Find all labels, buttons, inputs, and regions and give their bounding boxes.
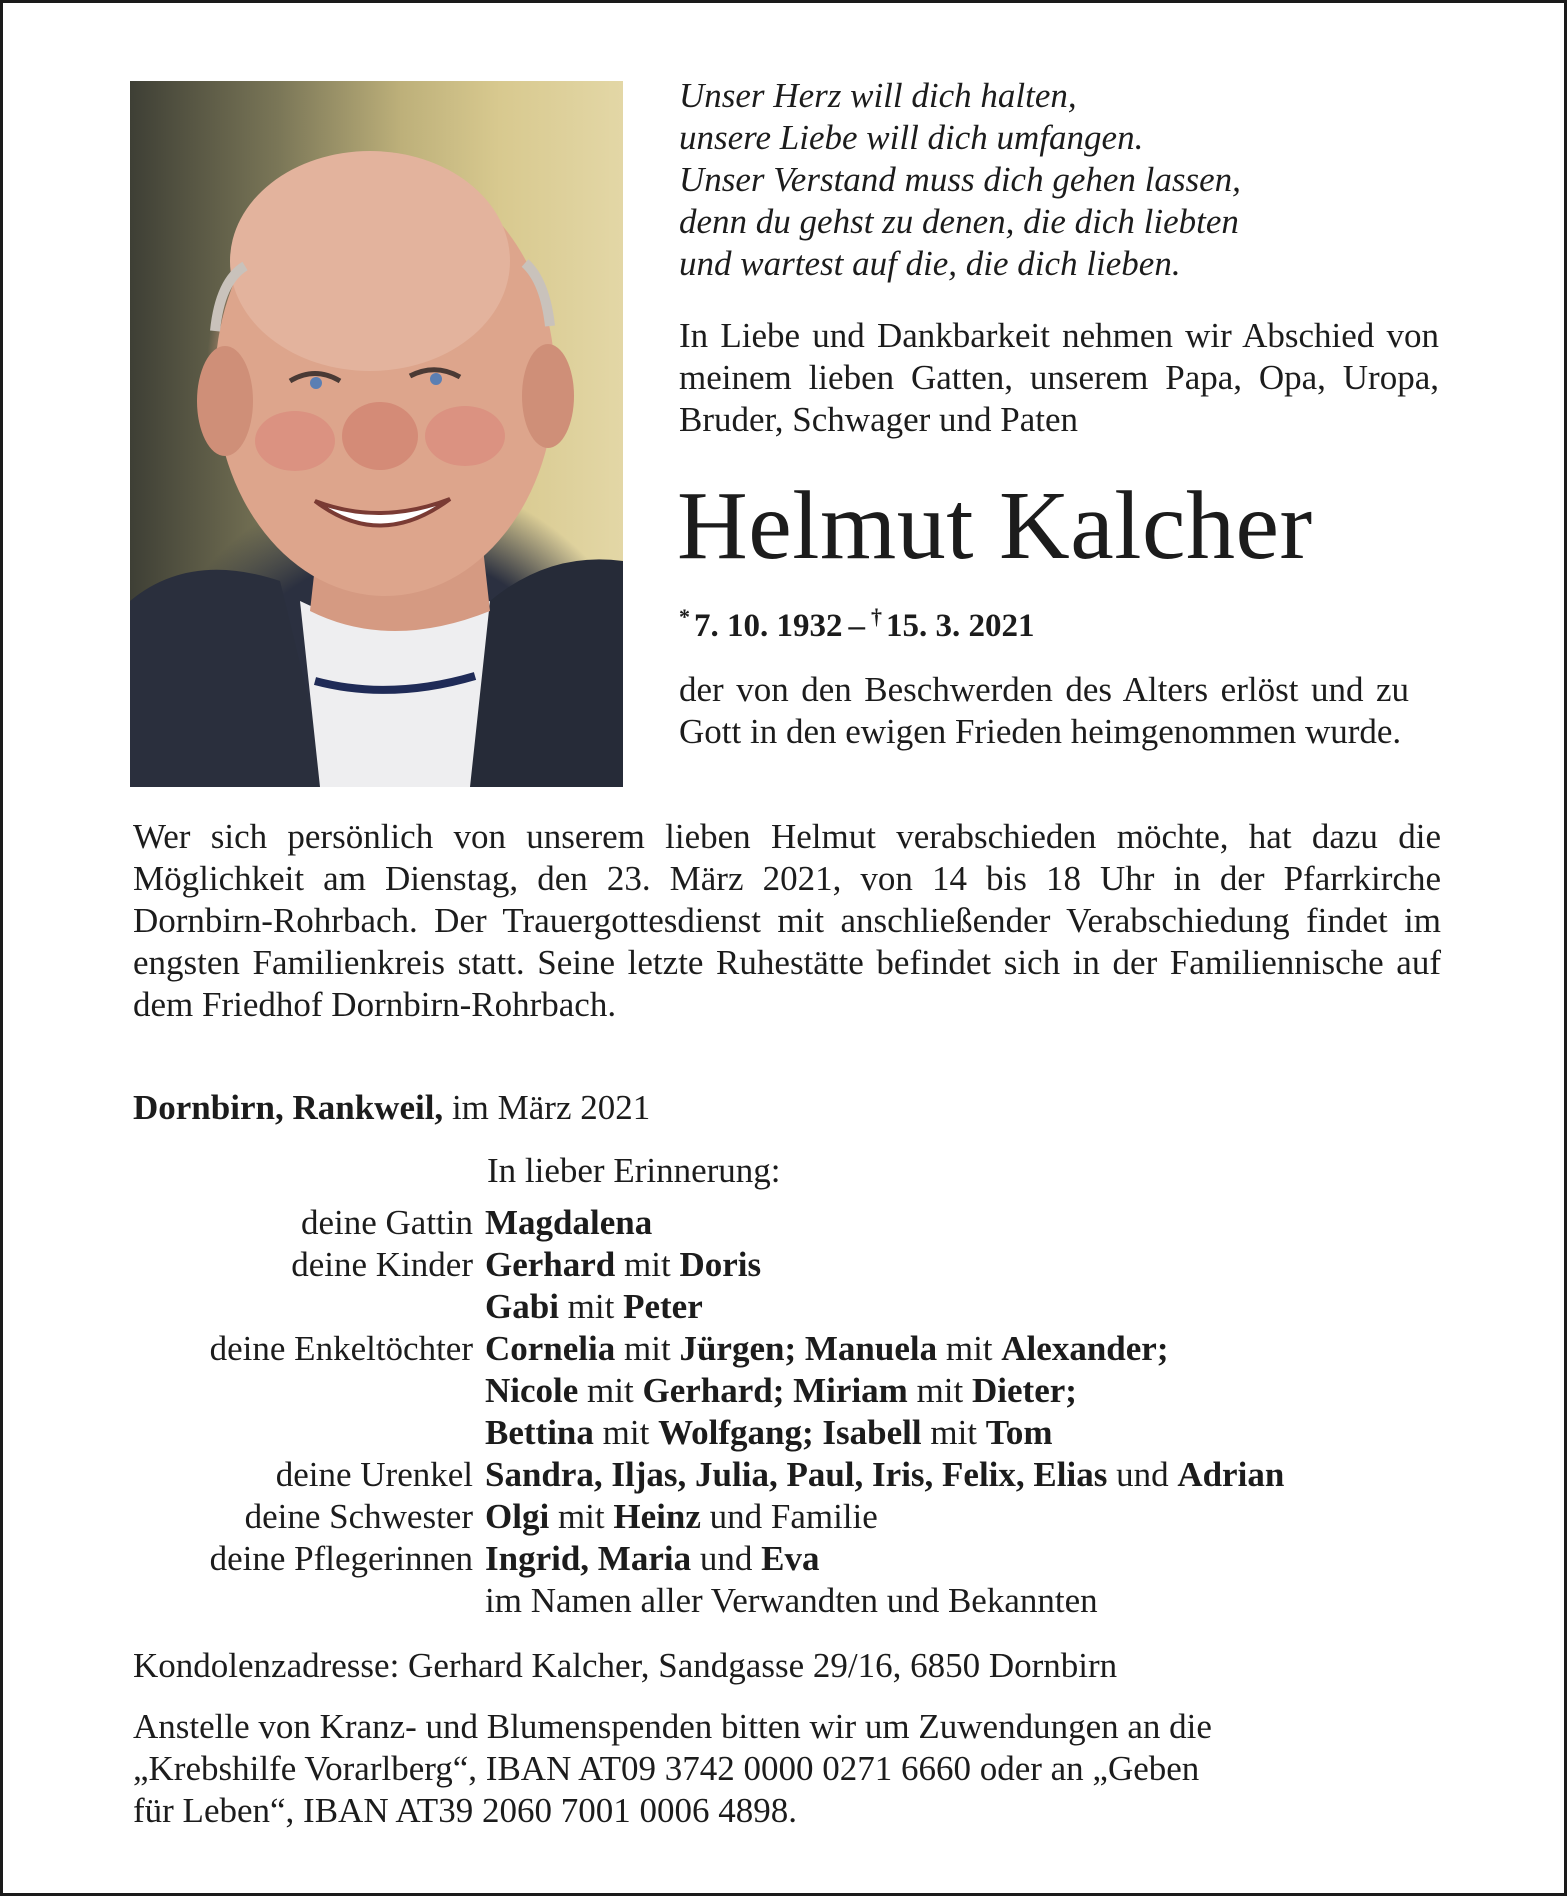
- family-member-name: Jürgen; Manuela: [679, 1329, 938, 1368]
- family-row: [133, 1244, 1473, 1286]
- family-relation: [133, 1286, 485, 1328]
- family-connector: im Namen aller Verwandten und Bekannten: [485, 1581, 1098, 1620]
- family-connector: mit: [921, 1413, 986, 1452]
- poem-line: denn du gehst zu denen, die dich liebten: [679, 202, 1239, 241]
- family-connector: mit: [593, 1413, 659, 1452]
- donation-line: „Krebshilfe Vorarlberg“, IBAN AT09 3742 0000 0271 6660 oder an „Geben: [133, 1749, 1200, 1788]
- family-list: [133, 1202, 1473, 1622]
- family-row: [133, 1370, 1473, 1412]
- family-relation: deine Gattin: [300, 1203, 473, 1242]
- family-relation: [133, 1370, 485, 1412]
- family-member-name: Magdalena: [485, 1203, 653, 1242]
- family-row: [133, 1580, 1473, 1622]
- family-member-name: Nicole: [485, 1371, 579, 1410]
- poem-line: unsere Liebe will dich umfangen.: [679, 118, 1144, 157]
- description-text: der von den Beschwerden des Alters erlöst und zu Gott in den ewigen Frieden heimgenommen wurde.: [679, 670, 1409, 751]
- family-connector: mit: [907, 1371, 973, 1410]
- intro-text: In Liebe und Dankbarkeit nehmen wir Abschied von meinem lieben Gatten, unserem Papa, Opa, Uropa, Bruder, Schwager und Paten: [679, 316, 1439, 439]
- family-names: [485, 1370, 1077, 1412]
- donation-text: [133, 1706, 1441, 1832]
- family-row: [133, 1412, 1473, 1454]
- portrait-photo: [130, 81, 623, 787]
- condolence-address: Kondolenzadresse: Gerhard Kalcher, Sandgasse 29/16, 6850 Dornbirn: [133, 1646, 1118, 1685]
- family-relation: deine Pflegerinnen: [209, 1539, 473, 1578]
- family-row: [133, 1328, 1473, 1370]
- family-connector: mit: [549, 1497, 614, 1536]
- portrait-illustration: [130, 81, 623, 787]
- family-names: [485, 1286, 703, 1328]
- family-member-name: Gabi: [485, 1287, 559, 1326]
- family-relation: deine Schwester: [244, 1497, 473, 1536]
- family-names: [485, 1496, 878, 1538]
- life-dates: * 7. 10. 1932 – † 15. 3. 2021: [679, 604, 1035, 644]
- family-member-name: Doris: [679, 1245, 762, 1284]
- family-connector: und: [691, 1539, 762, 1578]
- family-relation: deine Enkeltöchter: [209, 1329, 473, 1368]
- family-member-name: Sandra, Iljas, Julia, Paul, Iris, Felix, Elias: [485, 1455, 1108, 1494]
- family-names: [485, 1328, 1168, 1370]
- family-row: [133, 1286, 1473, 1328]
- poem: [679, 75, 1439, 285]
- family-member-name: Tom: [985, 1413, 1053, 1452]
- death-cross-icon: †: [871, 604, 882, 629]
- family-relation: deine Kinder: [291, 1245, 473, 1284]
- family-connector: mit: [937, 1329, 1002, 1368]
- family-relation: [133, 1580, 485, 1622]
- family-member-name: Adrian: [1177, 1455, 1285, 1494]
- poem-line: Unser Verstand muss dich gehen lassen,: [679, 160, 1241, 199]
- family-row: [133, 1202, 1473, 1244]
- family-connector: mit: [578, 1371, 643, 1410]
- place-date: im März 2021: [451, 1088, 651, 1127]
- family-member-name: Dieter;: [972, 1371, 1077, 1410]
- family-names: [485, 1454, 1284, 1496]
- family-member-name: Gerhard: [485, 1245, 616, 1284]
- family-member-name: Alexander;: [1001, 1329, 1169, 1368]
- family-connector: mit: [615, 1245, 680, 1284]
- family-member-name: Ingrid, Maria: [485, 1539, 692, 1578]
- donation-line: für Leben“, IBAN AT39 2060 7001 0006 4898.: [133, 1791, 797, 1830]
- birth-date: 7. 10. 1932: [694, 608, 843, 644]
- family-names: [485, 1412, 1053, 1454]
- family-member-name: Cornelia: [485, 1329, 616, 1368]
- family-member-name: Eva: [761, 1539, 820, 1578]
- place-date-line: [133, 1087, 650, 1129]
- family-member-name: Wolfgang; Isabell: [658, 1413, 922, 1452]
- family-row: [133, 1454, 1473, 1496]
- family-member-name: Bettina: [485, 1413, 594, 1452]
- family-relation: deine Urenkel: [275, 1455, 473, 1494]
- death-date: 15. 3. 2021: [886, 608, 1035, 644]
- family-member-name: Peter: [623, 1287, 703, 1326]
- family-names: [485, 1538, 819, 1580]
- place-towns: Dornbirn, Rankweil,: [133, 1088, 444, 1127]
- family-connector: und: [1107, 1455, 1178, 1494]
- family-row: [133, 1538, 1473, 1580]
- family-member-name: Olgi: [485, 1497, 550, 1536]
- family-member-name: Gerhard; Miriam: [642, 1371, 908, 1410]
- memory-heading: In lieber Erinnerung:: [487, 1151, 781, 1190]
- family-connector: und Familie: [700, 1497, 878, 1536]
- family-names: [485, 1580, 1098, 1622]
- family-connector: mit: [558, 1287, 624, 1326]
- family-row: [133, 1496, 1473, 1538]
- family-relation: [133, 1412, 485, 1454]
- family-names: [485, 1244, 761, 1286]
- deceased-name: Helmut Kalcher: [677, 472, 1313, 580]
- donation-line: Anstelle von Kranz- und Blumenspenden bitten wir um Zuwendungen an die: [133, 1707, 1212, 1746]
- birth-star-icon: *: [679, 604, 690, 629]
- family-names: [485, 1202, 652, 1244]
- farewell-text: Wer sich persönlich von unserem lieben Helmut verabschieden möchte, hat dazu die Möglichkeit am Dienstag, den 23. März 2021, von 14 bis 18 Uhr in der Pfarrkirche Dornbirn-Rohrbach. Der Trauergottesdienst mit anschließender Verabschiedung findet im engsten Familienkreis statt. Seine letzte Ruhestätte befindet sich in der Familiennische auf dem Friedhof Dornbirn-Rohrbach.: [133, 817, 1441, 1024]
- poem-line: und wartest auf die, die dich lieben.: [679, 244, 1181, 283]
- family-member-name: Heinz: [613, 1497, 701, 1536]
- poem-line: Unser Herz will dich halten,: [679, 76, 1077, 115]
- family-connector: mit: [615, 1329, 680, 1368]
